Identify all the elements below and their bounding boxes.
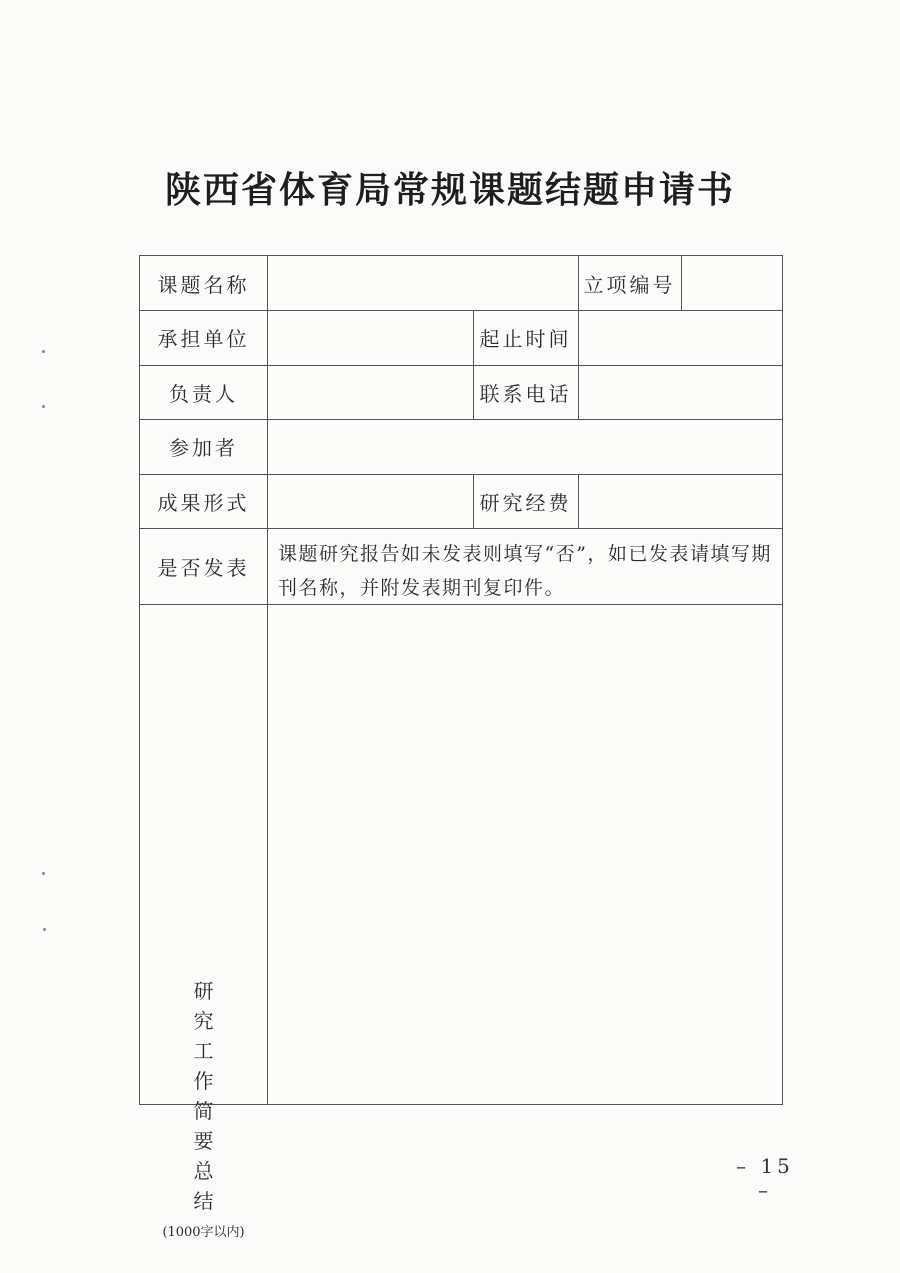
label-project-name: 课题名称 <box>157 272 250 297</box>
label-person-in-charge: 负责人 <box>169 381 238 406</box>
participants-field[interactable] <box>268 419 782 474</box>
summary-label-char: 工 <box>193 1039 214 1063</box>
start-end-time-field[interactable] <box>579 310 782 365</box>
project-number-field[interactable] <box>682 256 782 310</box>
label-project-number: 立项编号 <box>583 272 676 297</box>
scan-speck <box>42 405 45 408</box>
research-funding-field[interactable] <box>579 474 782 528</box>
summary-label-char: 结 <box>193 1189 214 1213</box>
label-published: 是否发表 <box>157 555 250 580</box>
publication-instructions: 课题研究报告如未发表则填写“否”，如已发表请填写期刊名称，并附发表期刊复印件。 <box>278 543 772 599</box>
label-research-summary <box>140 976 267 1248</box>
label-phone: 联系电话 <box>479 381 572 406</box>
label-result-form: 成果形式 <box>157 490 250 515</box>
scan-speck <box>43 928 46 931</box>
undertaking-unit-field[interactable] <box>268 310 473 365</box>
page-number: – 15 – <box>736 1154 794 1202</box>
summary-label-char: 要 <box>193 1129 214 1153</box>
label-participants: 参加者 <box>169 436 238 460</box>
project-name-field[interactable] <box>268 256 578 310</box>
scan-speck <box>42 872 45 875</box>
label-start-end-time: 起止时间 <box>479 327 572 351</box>
label-research-funding: 研究经费 <box>479 490 572 515</box>
summary-label-char: 简 <box>193 1099 214 1123</box>
person-in-charge-field[interactable] <box>268 365 473 419</box>
document-title: 陕西省体育局常规课题结题申请书 <box>164 170 735 211</box>
scan-speck <box>42 350 45 353</box>
summary-label-char: 研 <box>193 979 214 1003</box>
word-limit-note: (1000字以内) <box>162 1225 245 1240</box>
summary-label-char: 究 <box>193 1009 214 1033</box>
research-summary-field[interactable] <box>268 605 782 1104</box>
result-form-field[interactable] <box>268 474 473 528</box>
phone-field[interactable] <box>579 365 782 419</box>
label-undertaking-unit: 承担单位 <box>157 327 250 351</box>
summary-label-char: 作 <box>193 1069 214 1093</box>
summary-label-char: 总 <box>193 1159 214 1183</box>
